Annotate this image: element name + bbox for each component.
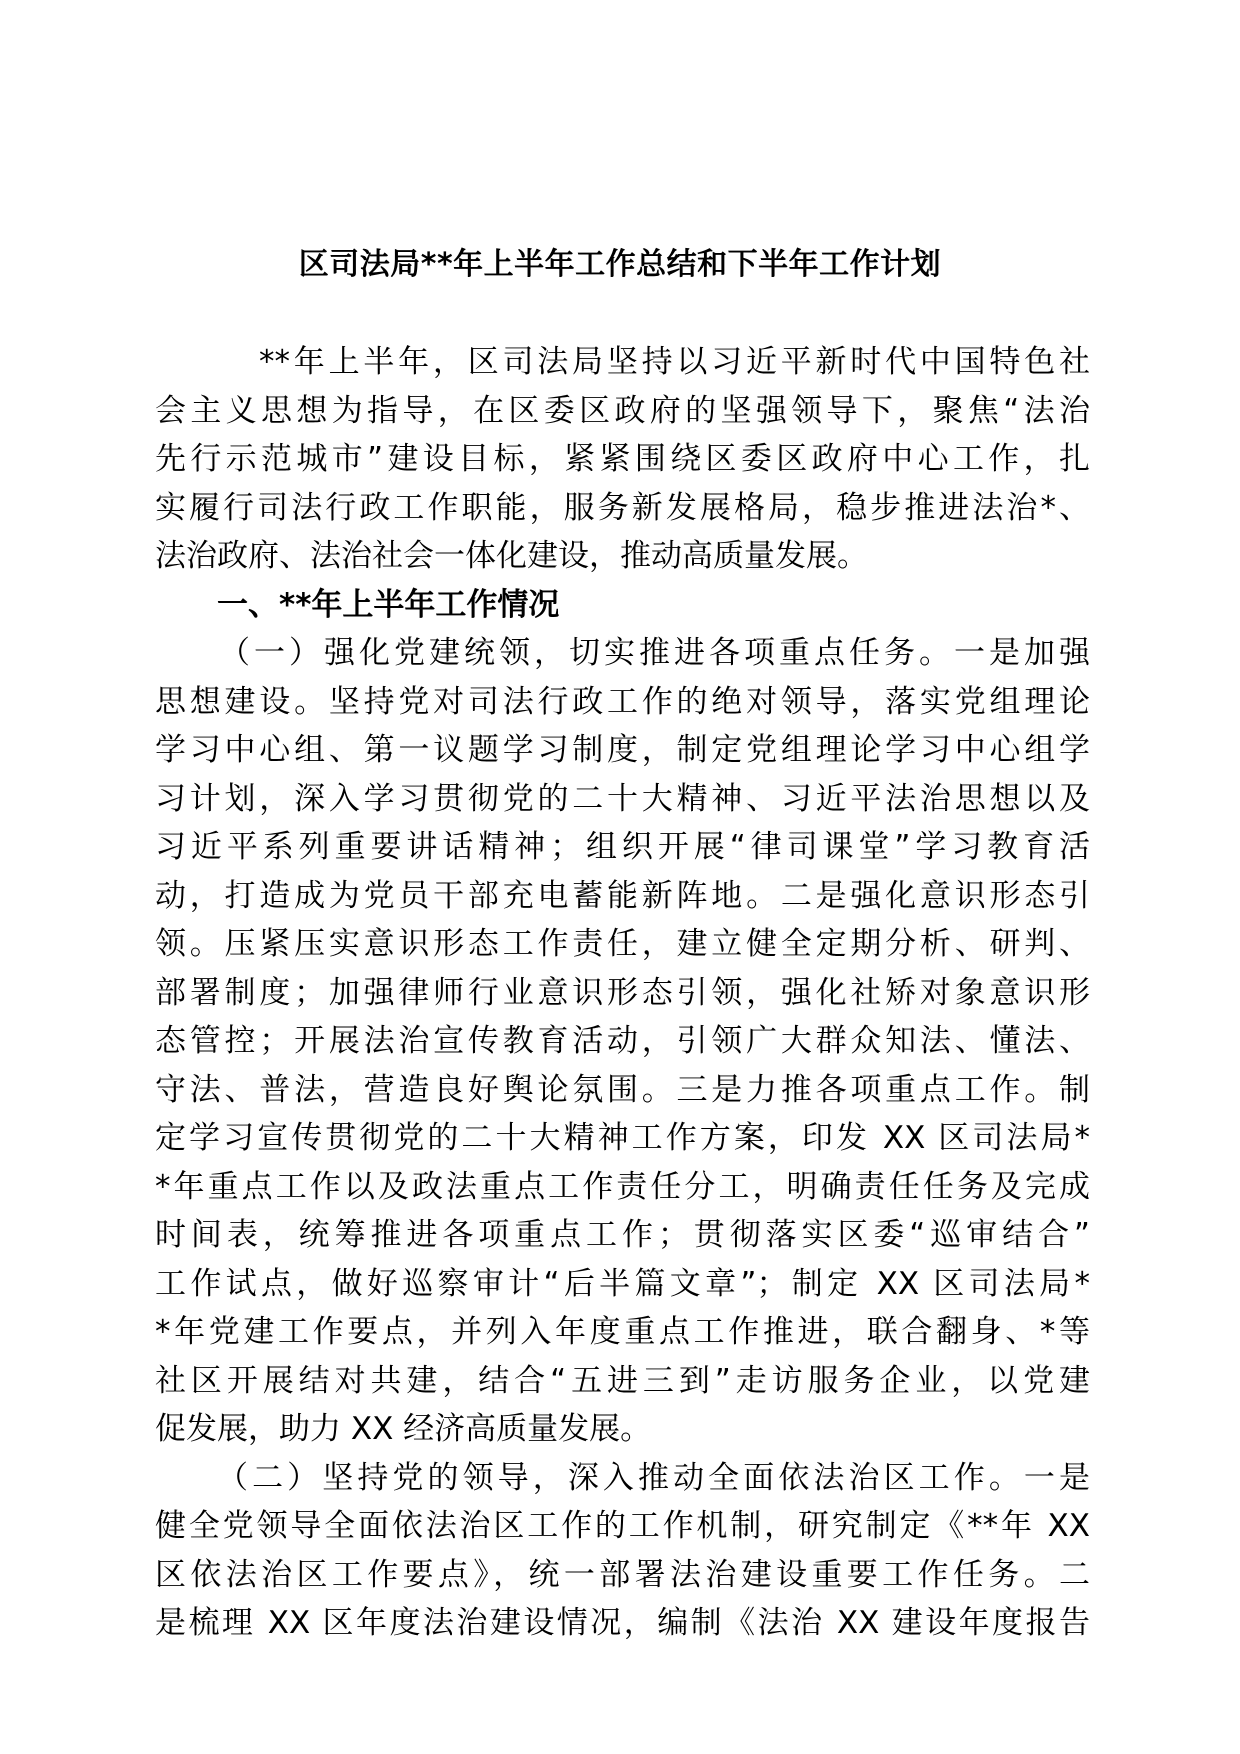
paragraph-line: 学习中心组、第一议题学习制度，制定党组理论学习中心组学	[155, 732, 1090, 768]
paragraph-line: 守法、普法，营造良好舆论氛围。三是力推各项重点工作。制	[155, 1071, 1090, 1108]
document-body	[155, 338, 1090, 1648]
paragraph-line: 时间表，统筹推进各项重点工作；贯彻落实区委“巡审结合”	[155, 1217, 1090, 1253]
paragraph-line: *年党建工作要点，并列入年度重点工作推进，联合翻身、*等	[155, 1314, 1090, 1350]
paragraph-line: 促发展，助力 XX 经济高质量发展。	[155, 1411, 652, 1447]
intro-line: 会主义思想为指导，在区委区政府的坚强领导下，聚焦“法治	[155, 392, 1090, 429]
intro-line: **年上半年，区司法局坚持以习近平新时代中国特色社	[259, 344, 1090, 380]
paragraph-line: 领。压紧压实意识形态工作责任，建立健全定期分析、研判、	[155, 926, 1090, 962]
paragraph-line: 社区开展结对共建，结合“五进三到”走访服务企业，以党建	[155, 1362, 1090, 1399]
paragraph-line: *年重点工作以及政法重点工作责任分工，明确责任任务及完成	[155, 1168, 1090, 1205]
paragraph-line: 是梳理 XX 区年度法治建设情况，编制《法治 XX 建设年度报告	[155, 1605, 1090, 1641]
paragraph-line: 动，打造成为党员干部充电蓄能新阵地。二是强化意识形态引	[155, 877, 1090, 914]
intro-line: 先行示范城市”建设目标，紧紧围绕区委区政府中心工作，扎	[155, 441, 1090, 477]
paragraph-line: 部署制度；加强律师行业意识形态引领，强化社矫对象意识形	[155, 974, 1090, 1011]
paragraph-line: （一）强化党建统领，切实推进各项重点任务。一是加强	[219, 635, 1090, 671]
paragraph-line: 习计划，深入学习贯彻党的二十大精神、习近平法治思想以及	[155, 780, 1090, 817]
document-title: 区司法局**年上半年工作总结和下半年工作计划	[298, 247, 942, 282]
paragraph-line: 思想建设。坚持党对司法行政工作的绝对领导，落实党组理论	[155, 683, 1090, 720]
paragraph-line: 态管控；开展法治宣传教育活动，引领广大群众知法、懂法、	[155, 1023, 1090, 1059]
intro-line: 实履行司法行政工作职能，服务新发展格局，稳步推进法治*、	[155, 489, 1090, 526]
intro-line: 法治政府、法治社会一体化建设，推动高质量发展。	[155, 538, 868, 574]
paragraph-line: 工作试点，做好巡察审计“后半篇文章”；制定 XX 区司法局*	[155, 1265, 1090, 1302]
section-heading: 一、**年上半年工作情况	[217, 586, 560, 623]
paragraph-line: 区依法治区工作要点》，统一部署法治建设重要工作任务。二	[155, 1556, 1090, 1593]
paragraph-line: 健全党领导全面依法治区工作的工作机制，研究制定《**年 XX	[155, 1508, 1090, 1544]
paragraph-line: 定学习宣传贯彻党的二十大精神工作方案，印发 XX 区司法局*	[155, 1120, 1090, 1156]
paragraph-line: 习近平系列重要讲话精神；组织开展“律司课堂”学习教育活	[155, 829, 1090, 865]
paragraph-line: （二）坚持党的领导，深入推动全面依法治区工作。一是	[217, 1459, 1090, 1496]
